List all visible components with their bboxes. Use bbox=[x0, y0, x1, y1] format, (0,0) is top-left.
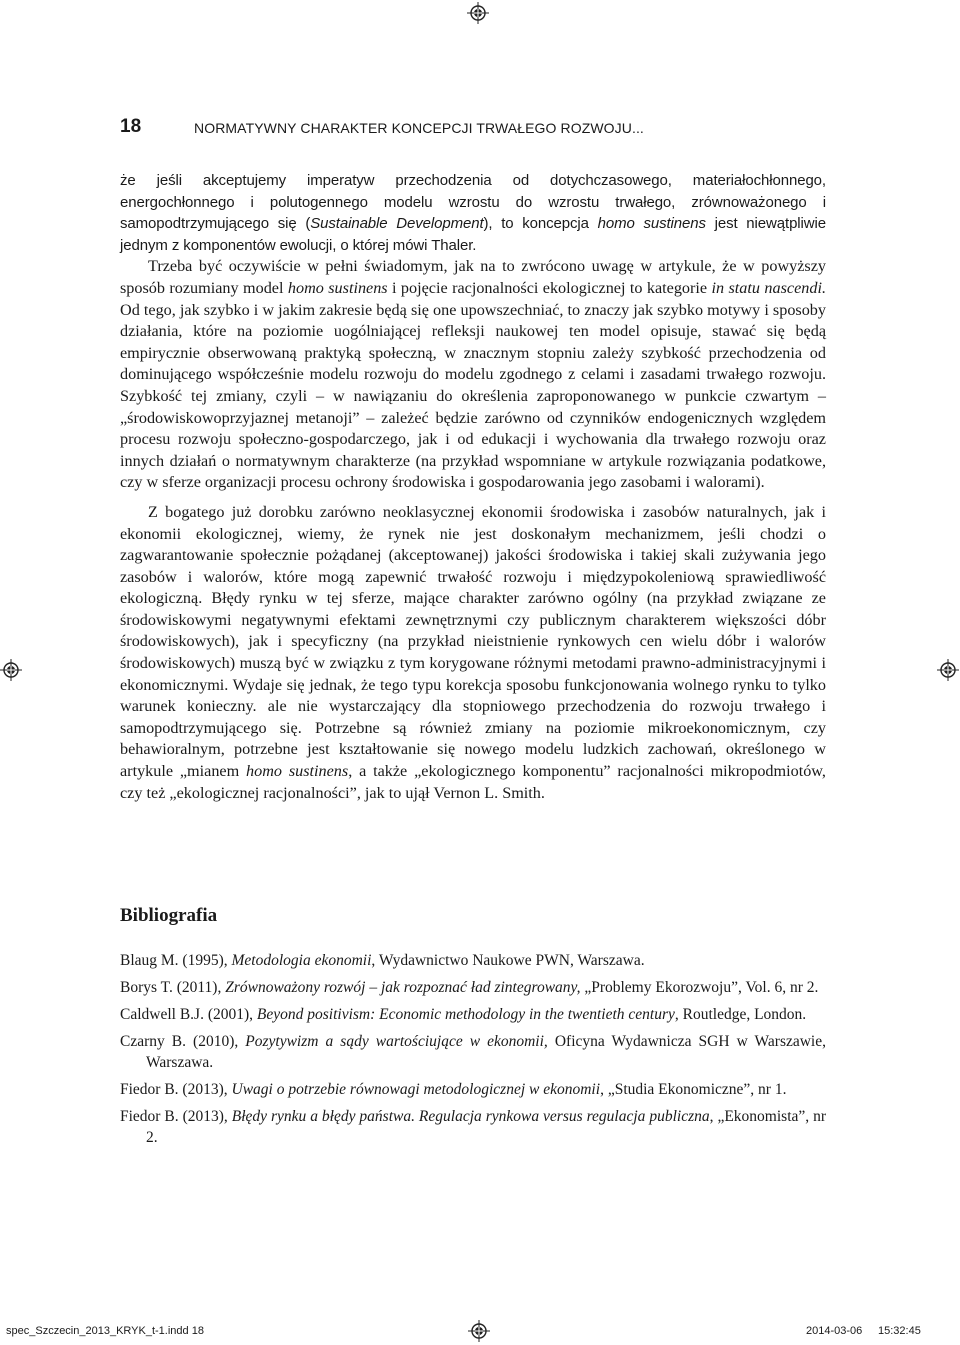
paragraph-2-text: Trzeba być oczywiście w pełni świadomym, jak na to zwrócono uwagę w artykule, że w powyższy sposób rozumiany model bbox=[120, 257, 826, 297]
bibliography-list bbox=[120, 950, 826, 1154]
bibliography-entry bbox=[120, 1031, 826, 1073]
bibliography-entry bbox=[120, 1079, 826, 1100]
bib-title: Uwagi o potrzebie równowagi metodologicznej w ekonomii bbox=[231, 1081, 601, 1098]
bib-title: Zrównoważony rozwój – jak rozpoznać ład zintegrowany, bbox=[225, 979, 581, 996]
registration-mark-left-icon bbox=[0, 659, 22, 681]
footer-date: 2014-03-06 bbox=[806, 1325, 863, 1337]
bibliography-entry bbox=[120, 1004, 826, 1025]
bib-author: Caldwell B.J. (2001), bbox=[120, 1006, 257, 1023]
paragraph-1-text-2: ), to koncepcja bbox=[483, 215, 598, 233]
bibliography-entry bbox=[120, 977, 826, 998]
registration-mark-top-icon bbox=[467, 2, 489, 24]
bib-title: Metodologia ekonomii bbox=[231, 952, 372, 969]
bib-title: Beyond positivism: Economic methodology in the twentieth century bbox=[256, 1006, 675, 1023]
paragraph-1 bbox=[120, 170, 826, 256]
running-head: NORMATYWNY CHARAKTER KONCEPCJI TRWAŁEGO ROZWOJU... bbox=[194, 120, 644, 136]
paragraph-3 bbox=[120, 502, 826, 804]
bib-author: Borys T. (2011), bbox=[120, 979, 226, 996]
paragraph-1-text-3: jest niewątpliwie jednym z komponentów ewolucji, o której mówi Thaler. bbox=[120, 215, 826, 254]
bib-publisher: , Routledge, London. bbox=[674, 1006, 807, 1023]
page-number: 18 bbox=[120, 116, 142, 137]
bib-publisher: , „Ekonomista”, nr 2. bbox=[146, 1108, 826, 1146]
paragraph-1-italic-sustainable: Sustainable Development bbox=[310, 215, 484, 233]
paragraph-2-text-3: Od tego, jak szybko i w jakim zakresie będą się one upowszechniać, to znaczy jak szybko motywy i sposoby działania, które na poziomie uogólniającej refleksji naukowej ten model opisuje, stawać się będą empirycznie obserwowaną praktyką społeczną, w znacznym stopniu zależy szybkość przechodzenia od dominującego współcześnie modelu rozwoju do modelu zgodnego z celami i zasadami trwałego rozwoju. Szybkość tej zmiany, czyli – w nawiązaniu do określenia zaproponowanego w punkcie czwartym – „środowiskowoprzyjaznej metanoji” – zależeć będzie zarówno od czynników endogenicznych względem procesu rozwoju społeczno-gospodarczego, jak i od edukacji i wychowania dla trwałego rozwoju oraz innych działań o normatywnym charakterze (na przykład wspomniane w artykule rozwiązania podatkowe, czy w sferze organizacji procesu ochrony środowiska i gospodarowania jego zasobami i walorami). bbox=[120, 300, 826, 492]
footer-filename: spec_Szczecin_2013_KRYK_t-1.indd 18 bbox=[6, 1325, 204, 1337]
paragraph-3-text: Z bogatego już dorobku zarówno neoklasycznej ekonomii środowiska i zasobów naturalnych, jak i ekonomii ekologicznej, wiemy, że rynek nie jest doskonałym mechanizmem, jeśli chodzi o zagwarantowanie społecznie pożądanej (akceptowanej) jakości środowiska i takiej skali zużywania jego zasobów i walorów, które mogą zapewnić trwałość rozwoju i międzypokoleniową sprawiedliwość ekologiczną. Błędy rynku w tej sferze, mające charakter zarówno ogólny (na przykład związane ze środowiskowymi negatywnymi efektami zewnętrznymi czy publicznym charakterem większości dóbr środowiskowych), jak i specyficzny (na przykład nieistnienie rynkowych cen wielu dóbr i walorów środowiskowych) muszą być w związku z tym korygowane różnymi metodami prawno-administracyjnymi i ekonomicznymi. Wydaje się jednak, że tego typu korekcja sposobu funkcjonowania wolnego rynku to tylko warunek konieczny. ale nie wystarczający dla stopniowego przechodzenia do rozwoju trwałego i samopodtrzymującego się. Potrzebne są również zmiany na poziomie mikroekonomicznym, czy behawioralnym, potrzebne jest kształtowanie się nowego modelu ludzkich zachowań, określonego w artykule „mianem bbox=[120, 502, 826, 781]
bibliography-entry bbox=[120, 1106, 826, 1148]
page-header bbox=[120, 116, 840, 146]
paragraph-3-text-2: , a także „ekologicznego komponentu” racjonalności mikropodmiotów, czy też „ekologicznej racjonalności”, jak to ujął Vernon L. Smith. bbox=[120, 762, 826, 802]
bib-publisher: , „Studia Ekonomiczne”, nr 1. bbox=[600, 1081, 787, 1098]
paragraph-3-italic-homo: homo sustinens bbox=[246, 762, 349, 781]
bib-title: Błędy rynku a błędy państwa. Regulacja rynkowa versus regulacja publiczna bbox=[231, 1108, 710, 1125]
bibliography-entry bbox=[120, 950, 826, 971]
footer-time: 15:32:45 bbox=[878, 1325, 921, 1337]
paragraph-2-italic-nascendi: in statu nascendi. bbox=[711, 278, 826, 297]
print-slug-footer bbox=[0, 1318, 960, 1344]
paragraph-2 bbox=[120, 256, 826, 494]
bib-publisher: Oficyna Wydawnicza SGH w Warszawie, Warszawa. bbox=[146, 1033, 826, 1071]
bib-author: Fiedor B. (2013), bbox=[120, 1108, 232, 1125]
paragraph-2-italic-homo: homo sustinens bbox=[287, 278, 388, 297]
paragraph-1-italic-homo: homo sustinens bbox=[597, 215, 706, 233]
bib-author: Czarny B. (2010), bbox=[120, 1033, 246, 1050]
bib-author: Blaug M. (1995), bbox=[120, 952, 232, 969]
bib-author: Fiedor B. (2013), bbox=[120, 1081, 232, 1098]
paragraph-2-text-2: i pojęcie racjonalności ekologicznej to kategorie bbox=[387, 278, 712, 297]
body-text bbox=[120, 170, 826, 804]
paragraph-1-text: że jeśli akceptujemy imperatyw przechodzenia od dotychczasowego, materiałochłonnego, energochłonnego i polutogennego modelu wzrostu do wzrostu trwałego, zrównoważonego i samopodtrzymującego się ( bbox=[120, 172, 826, 233]
registration-mark-right-icon bbox=[937, 659, 959, 681]
bibliography-heading: Bibliografia bbox=[120, 905, 218, 926]
registration-mark-bottom-icon bbox=[468, 1320, 490, 1342]
bib-title: Pozytywizm a sądy wartościujące w ekonomii, bbox=[245, 1033, 548, 1050]
bib-publisher: „Problemy Ekorozwoju”, Vol. 6, nr 2. bbox=[580, 979, 819, 996]
bib-publisher: , Wydawnictwo Naukowe PWN, Warszawa. bbox=[371, 952, 645, 969]
